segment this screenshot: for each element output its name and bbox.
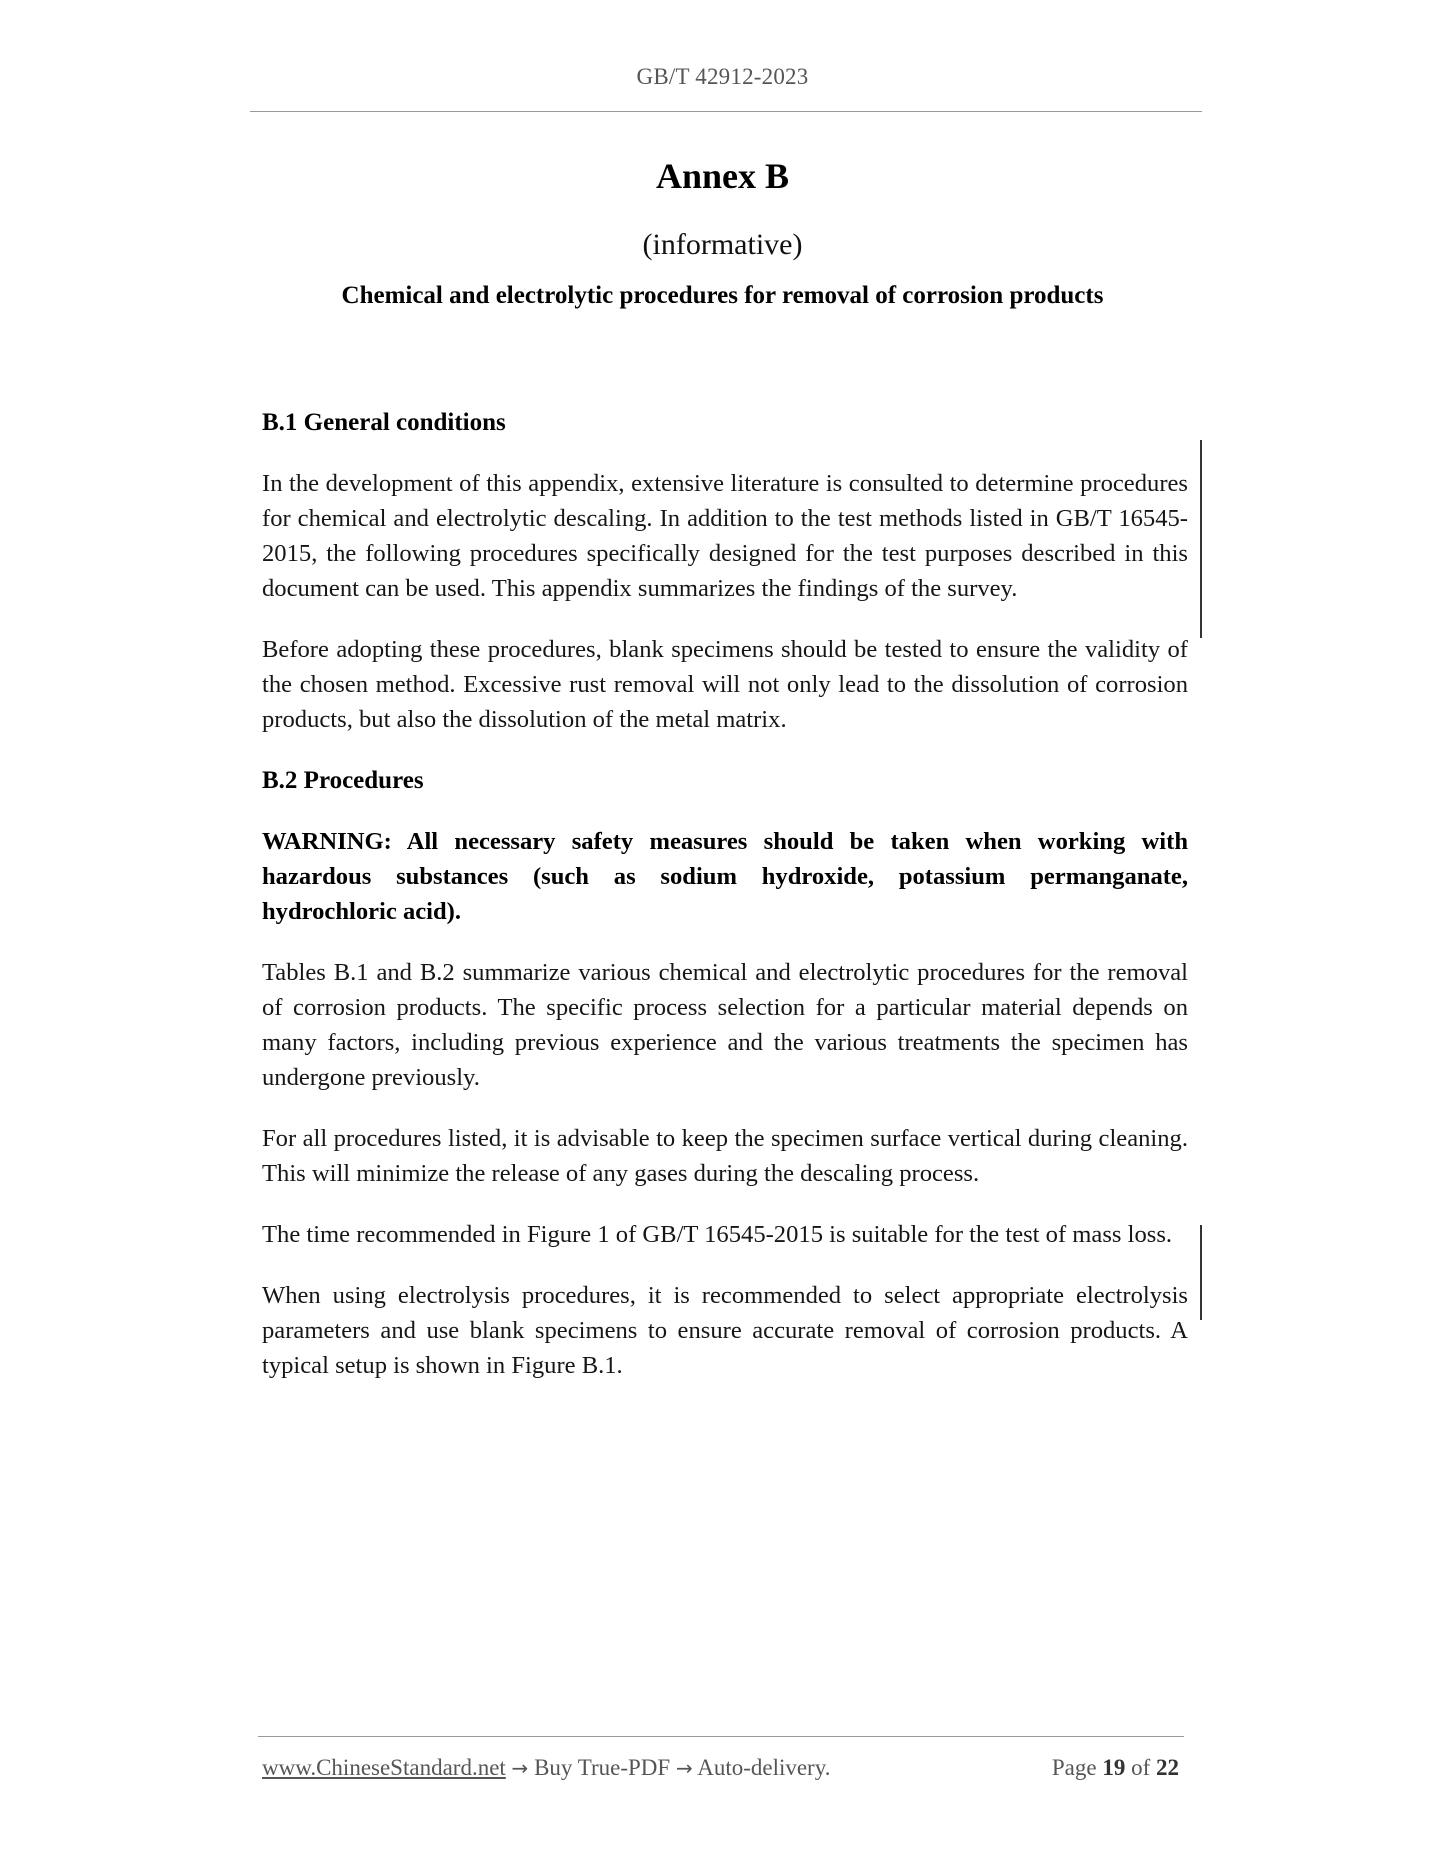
site-link[interactable]: www.ChineseStandard.net xyxy=(262,1755,506,1780)
annex-subtitle: (informative) xyxy=(642,228,803,261)
paragraph-b2-tables: Tables B.1 and B.2 summarize various chemical and electrolytic procedures for the removal of corrosion products. The specific process selection for a particular material depends on many factors, including previous experience and the various treatments the specimen has undergone previously. xyxy=(262,959,1188,1091)
warning-paragraph: WARNING: All necessary safety measures should be taken when working with hazardous substances (such as sodium hydroxide, potassium permanganate, hydrochloric acid). xyxy=(262,828,1188,925)
header-document-id: GB/T 42912-2023 xyxy=(636,64,809,89)
annex-heading: Chemical and electrolytic procedures for removal of corrosion products xyxy=(341,282,1104,309)
paragraph-b2-recommended-time: The time recommended in Figure 1 of GB/T 16545-2015 is suitable for the test of mass loss. xyxy=(262,1221,1173,1248)
page-total: 22 xyxy=(1156,1755,1179,1780)
paragraph-b1-general: In the development of this appendix, extensive literature is consulted to determine procedures for chemical and electrolytic descaling. In addition to the test methods listed in GB/T 16545-2015, the following procedures specifically designed for the test purposes described in this document can be used. This appendix summarizes the findings of the survey. xyxy=(262,470,1188,602)
page-indicator xyxy=(1052,1755,1179,1781)
footer-divider xyxy=(258,1736,1184,1737)
paragraph-b2-electrolysis: When using electrolysis procedures, it is recommended to select appropriate electrolysis parameters and use blank specimens to ensure accurate removal of corrosion products. A typical setup is shown in Figure B.1. xyxy=(262,1282,1188,1379)
auto-delivery-text: Auto-delivery. xyxy=(697,1755,831,1780)
annex-title: Annex B xyxy=(655,156,790,196)
arrow-right-icon: → xyxy=(511,1756,529,1780)
page-label: Page xyxy=(1051,1755,1097,1780)
page-of-label: of xyxy=(1131,1755,1151,1780)
section-heading-b1: B.1 General conditions xyxy=(262,409,506,436)
paragraph-b1-blank-specimens: Before adopting these procedures, blank specimens should be tested to ensure the validity of the chosen method. Excessive rust removal will not only lead to the dissolution of corrosion products, but also the dissolution of the metal matrix. xyxy=(262,636,1188,733)
buy-true-pdf-text: Buy True-PDF xyxy=(534,1755,671,1780)
document-body xyxy=(262,405,1188,1409)
change-bar-b1 xyxy=(1200,440,1202,638)
section-heading-b2: B.2 Procedures xyxy=(262,767,424,794)
paragraph-b2-vertical-surface: For all procedures listed, it is advisable to keep the specimen surface vertical during cleaning. This will minimize the release of any gases during the descaling process. xyxy=(262,1125,1188,1187)
page-current: 19 xyxy=(1102,1755,1126,1780)
footer-promo xyxy=(262,1755,830,1781)
change-bar-recommended-time xyxy=(1200,1225,1202,1320)
arrow-right-icon: → xyxy=(675,1756,693,1780)
header-divider xyxy=(250,111,1202,112)
